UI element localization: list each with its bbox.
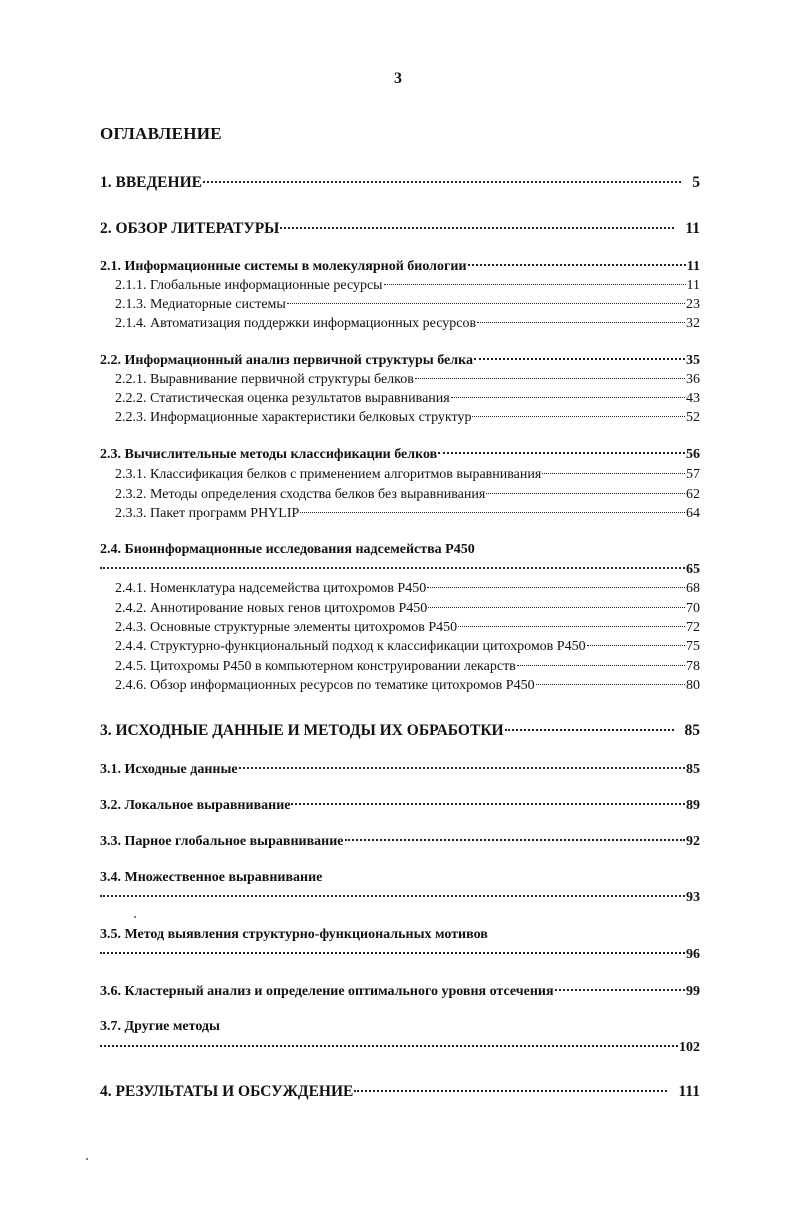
- toc-entry-page: 70: [686, 601, 700, 616]
- toc-entry-title: 1. ВВЕДЕНИЕ: [100, 174, 202, 191]
- dot-leader: [472, 416, 685, 417]
- dot-leader: [287, 303, 685, 304]
- toc-entry[interactable]: [100, 761, 700, 779]
- toc-entry[interactable]: [100, 833, 700, 851]
- toc-entry-page: 89: [686, 798, 700, 813]
- toc-entry-title: 2.1.3. Медиаторные системы: [115, 297, 286, 312]
- toc-subentry[interactable]: [115, 600, 700, 618]
- toc-entry-title: 2.4.2. Аннотирование новых генов цитохромов Р450: [115, 601, 428, 616]
- scan-speck: [86, 1158, 88, 1160]
- toc-entry-page: 11: [686, 259, 700, 274]
- toc-entry-page: 56: [686, 447, 700, 462]
- toc-entry-leader-line[interactable]: [100, 1039, 700, 1057]
- page-number: 3: [394, 70, 402, 87]
- toc-entry-page: 80: [686, 678, 700, 693]
- toc-entry-title: 2.4.1. Номенклатура надсемейства цитохромов Р450: [115, 581, 427, 596]
- dot-leader: [100, 567, 685, 569]
- dot-leader: [542, 473, 685, 474]
- toc-entry-page: 36: [686, 372, 700, 387]
- dot-leader: [505, 729, 674, 731]
- toc-entry-title: 3. ИСХОДНЫЕ ДАННЫЕ И МЕТОДЫ ИХ ОБРАБОТКИ: [100, 722, 504, 739]
- dot-leader: [517, 665, 685, 666]
- toc-entry-title: 2.4.3. Основные структурные элементы цитохромов Р450: [115, 620, 458, 635]
- toc-entry-title[interactable]: 3.7. Другие методы: [100, 1019, 220, 1034]
- toc-entry-page: 43: [686, 391, 700, 406]
- dot-leader: [345, 839, 686, 841]
- toc-subentry[interactable]: [115, 277, 700, 295]
- dot-leader: [291, 803, 685, 805]
- toc-entry-title: 2.1.1. Глобальные информационные ресурсы: [115, 278, 383, 293]
- toc-subentry[interactable]: [115, 390, 700, 408]
- dot-leader: [300, 512, 685, 513]
- dot-leader: [587, 645, 685, 646]
- toc-entry-title: 2.1.4. Автоматизация поддержки информационных ресурсов: [115, 316, 477, 331]
- toc-entry[interactable]: [100, 258, 700, 276]
- toc-entry-title: 2.4.5. Цитохромы Р450 в компьютерном конструировании лекарств: [115, 659, 516, 674]
- toc-entry-page: 32: [686, 316, 700, 331]
- dot-leader: [280, 227, 674, 229]
- dot-leader: [536, 684, 685, 685]
- toc-entry-title: 3.2. Локальное выравнивание: [100, 798, 291, 813]
- toc-subentry[interactable]: [115, 505, 700, 523]
- toc-entry-page: 35: [686, 353, 700, 368]
- dot-leader: [486, 493, 685, 494]
- toc-entry[interactable]: [100, 352, 700, 370]
- dot-leader: [555, 989, 685, 991]
- toc-entry-page: 72: [686, 620, 700, 635]
- toc-entry-page: 85: [686, 762, 700, 777]
- toc-subentry[interactable]: [115, 371, 700, 389]
- dot-leader: [438, 452, 685, 454]
- toc-entry[interactable]: [100, 983, 700, 1001]
- toc-entry-leader-line[interactable]: [100, 889, 700, 907]
- toc-entry-title: 2.3.3. Пакет программ PHYLIP: [115, 506, 300, 521]
- toc-subentry[interactable]: [115, 638, 700, 656]
- toc-subentry[interactable]: [115, 580, 700, 598]
- toc-title: ОГЛАВЛЕНИЕ: [100, 124, 222, 143]
- toc-entry[interactable]: [100, 722, 700, 740]
- toc-entry-title: 2.4.6. Обзор информационных ресурсов по тематике цитохромов Р450: [115, 678, 535, 693]
- dot-leader: [100, 895, 685, 897]
- toc-subentry[interactable]: [115, 486, 700, 504]
- dot-leader: [451, 397, 685, 398]
- toc-entry-page: 62: [686, 487, 700, 502]
- scan-speck: [134, 916, 136, 918]
- dot-leader: [458, 626, 685, 627]
- toc-entry-title: 3.6. Кластерный анализ и определение оптимального уровня отсечения: [100, 984, 554, 999]
- toc-entry[interactable]: [100, 1083, 700, 1101]
- toc-entry-page: 5: [692, 174, 700, 191]
- dot-leader: [384, 284, 686, 285]
- toc-entry-page: 64: [686, 506, 700, 521]
- dot-leader: [474, 358, 685, 360]
- dot-leader: [427, 587, 685, 588]
- toc-entry-title: 2.2.3. Информационные характеристики белковых структур: [115, 410, 472, 425]
- toc-entry-page: 11: [685, 220, 700, 237]
- toc-entry-title: 2.3.1. Классификация белков с применением алгоритмов выравнивания: [115, 467, 542, 482]
- toc-entry-page: 11: [686, 278, 700, 293]
- toc-entry-page: 78: [686, 659, 700, 674]
- toc-entry-page: 85: [684, 722, 700, 739]
- toc-entry[interactable]: [100, 174, 700, 192]
- toc-entry-page: 99: [686, 984, 700, 999]
- toc-entry[interactable]: [100, 220, 700, 238]
- toc-subentry[interactable]: [115, 677, 700, 695]
- toc-entry-page: 68: [686, 581, 700, 596]
- toc-entry-title[interactable]: 2.4. Биоинформационные исследования надсемейства Р450: [100, 542, 475, 557]
- toc-entry-title: 3.3. Парное глобальное выравнивание: [100, 834, 344, 849]
- dot-leader: [100, 952, 685, 954]
- toc-entry-title[interactable]: 3.4. Множественное выравнивание: [100, 870, 323, 885]
- toc-entry-title: 2.3.2. Методы определения сходства белков без выравнивания: [115, 487, 486, 502]
- toc-entry-title: 2. ОБЗОР ЛИТЕРАТУРЫ: [100, 220, 280, 237]
- toc-entry-title: 2.2.2. Статистическая оценка результатов выравнивания: [115, 391, 450, 406]
- toc-subentry[interactable]: [115, 409, 700, 427]
- toc-entry-title: 2.2.1. Выравнивание первичной структуры белков: [115, 372, 414, 387]
- toc-entry-page: 93: [686, 890, 700, 905]
- toc-entry-title: 2.3. Вычислительные методы классификации белков: [100, 447, 438, 462]
- toc-entry-page: 23: [686, 297, 700, 312]
- toc-subentry[interactable]: [115, 466, 700, 484]
- toc-entry-page: 75: [686, 639, 700, 654]
- toc-entry-leader-line[interactable]: [100, 946, 700, 964]
- toc-entry-title: 4. РЕЗУЛЬТАТЫ И ОБСУЖДЕНИЕ: [100, 1083, 354, 1100]
- toc-entry-page: 65: [686, 562, 700, 577]
- toc-entry-title[interactable]: 3.5. Метод выявления структурно-функциональных мотивов: [100, 927, 488, 942]
- toc-entry-page: 102: [679, 1040, 700, 1055]
- dot-leader: [477, 322, 685, 323]
- toc-entry-page: 52: [686, 410, 700, 425]
- toc-entry-title: 2.2. Информационный анализ первичной структуры белка: [100, 353, 473, 368]
- dot-leader: [468, 264, 686, 266]
- toc-entry[interactable]: [100, 797, 700, 815]
- dot-leader: [203, 181, 681, 183]
- dot-leader: [239, 767, 685, 769]
- toc-entry-page: 57: [686, 467, 700, 482]
- toc-entry-title: 2.4.4. Структурно-функциональный подход к классификации цитохромов Р450: [115, 639, 586, 654]
- toc-entry-page: 96: [686, 947, 700, 962]
- toc-entry-title: 3.1. Исходные данные: [100, 762, 238, 777]
- dot-leader: [428, 607, 685, 608]
- toc-subentry[interactable]: [115, 315, 700, 333]
- toc-entry-page: 111: [678, 1083, 700, 1100]
- toc-subentry[interactable]: [115, 619, 700, 637]
- dot-leader: [415, 378, 685, 379]
- toc-entry-leader-line[interactable]: [100, 561, 700, 579]
- toc-entry[interactable]: [100, 446, 700, 464]
- toc-subentry[interactable]: [115, 296, 700, 314]
- toc-entry-title: 2.1. Информационные системы в молекулярной биологии: [100, 259, 467, 274]
- toc-subentry[interactable]: [115, 658, 700, 676]
- toc-entry-page: 92: [686, 834, 700, 849]
- dot-leader: [354, 1090, 667, 1092]
- dot-leader: [100, 1045, 678, 1047]
